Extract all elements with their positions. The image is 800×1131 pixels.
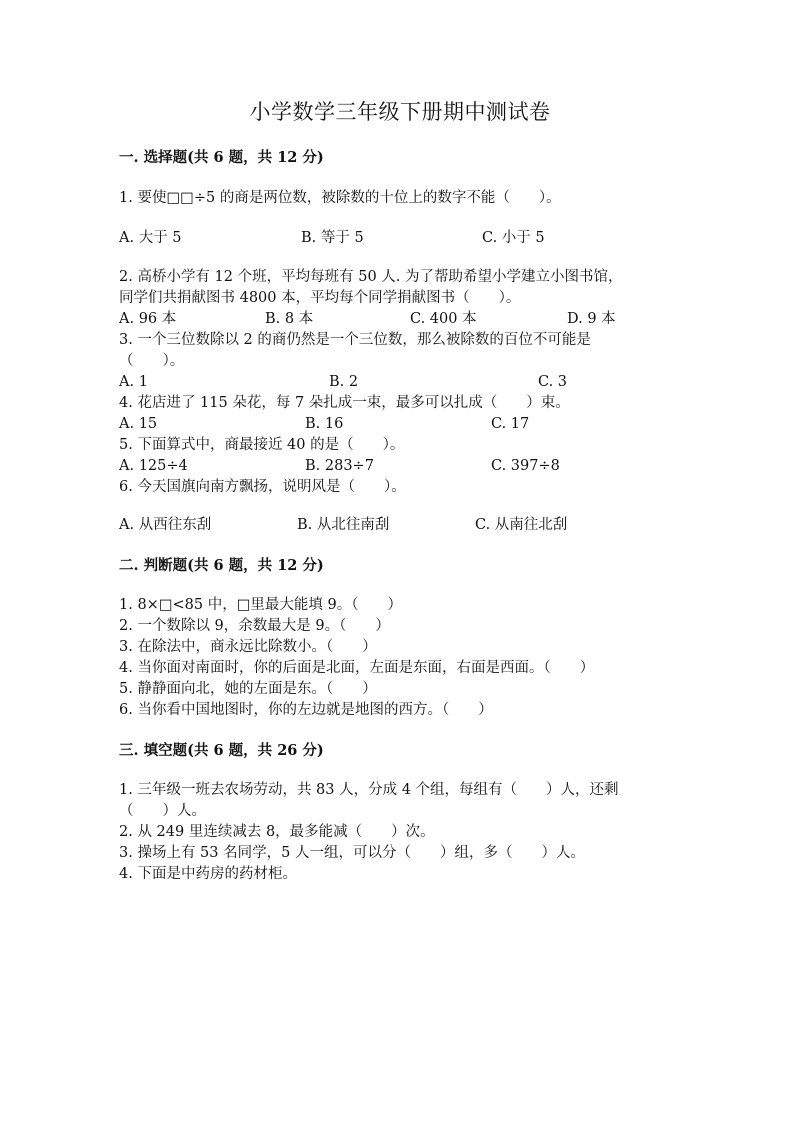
option-c: C. 从南往北刮 [475,517,568,533]
option-c: C. 400 本 [410,311,477,327]
option-c: C. 3 [538,374,568,390]
statement-item: 1. 8×□<85 中，□里最大能填 9。（ ） [119,597,403,613]
option-a: A. 大于 5 [119,230,182,246]
option-b: B. 16 [305,416,344,432]
option-c: C. 17 [491,416,530,432]
option-a: A. 1 [119,374,148,390]
fill-item: （ ）人。 [119,803,206,819]
fill-item: 1. 三年级一班去农场劳动，共 83 人，分成 4 个组，每组有（ ）人，还剩 [119,782,619,798]
fill-item: 4. 下面是中药房的药材柜。 [119,866,297,882]
option-c: C. 397÷8 [491,458,560,474]
page-title: 小学数学三年级下册期中测试卷 [249,100,551,124]
statement-item: 5. 静静面向北，她的左面是东。（ ） [119,681,377,697]
option-a: A. 125÷4 [119,458,188,474]
statement-item: 2. 一个数除以 9，余数最大是 9。（ ） [119,618,390,634]
option-b: B. 等于 5 [301,230,364,246]
question-text: 1. 要使□□÷5 的商是两位数，被除数的十位上的数字不能（ ）。 [119,190,561,206]
option-d: D. 9 本 [567,311,616,327]
statement-item: 3. 在除法中，商永远比除数小。（ ） [119,639,377,655]
section-heading-choice: 一. 选择题(共 6 题，共 12 分) [119,149,324,166]
option-c: C. 小于 5 [482,230,545,246]
question-text: 6. 今天国旗向南方飘扬，说明风是（ ）。 [119,479,406,495]
section-heading-true-false: 二. 判断题(共 6 题，共 12 分) [119,557,324,574]
statement-item: 4. 当你面对南面时，你的后面是北面，左面是东面，右面是西面。（ ） [119,660,595,676]
option-b: B. 8 本 [265,311,314,327]
question-text: （ ）。 [119,353,185,369]
question-text: 3. 一个三位数除以 2 的商仍然是一个三位数，那么被除数的百位不可能是 [119,332,591,348]
fill-item: 3. 操场上有 53 名同学，5 人一组，可以分（ ）组，多（ ）人。 [119,845,585,861]
option-a: A. 96 本 [119,311,177,327]
option-a: A. 从西往东刮 [119,517,212,533]
question-text: 4. 花店进了 115 朵花，每 7 朵扎成一束，最多可以扎成（ ）束。 [119,395,570,411]
option-a: A. 15 [119,416,158,432]
question-text: 5. 下面算式中，商最接近 40 的是（ ）。 [119,437,405,453]
fill-item: 2. 从 249 里连续减去 8，最多能减（ ）次。 [119,824,435,840]
section-heading-fill-blank: 三. 填空题(共 6 题，共 26 分) [119,742,324,759]
question-text: 同学们共捐献图书 4800 本，平均每个同学捐献图书（ ）。 [119,290,521,306]
statement-item: 6. 当你看中国地图时，你的左边就是地图的西方。（ ） [119,702,493,718]
question-text: 2. 高桥小学有 12 个班，平均每班有 50 人. 为了帮助希望小学建立小图书馆， [119,269,623,285]
option-b: B. 283÷7 [305,458,374,474]
option-b: B. 从北往南刮 [297,517,390,533]
option-b: B. 2 [329,374,359,390]
